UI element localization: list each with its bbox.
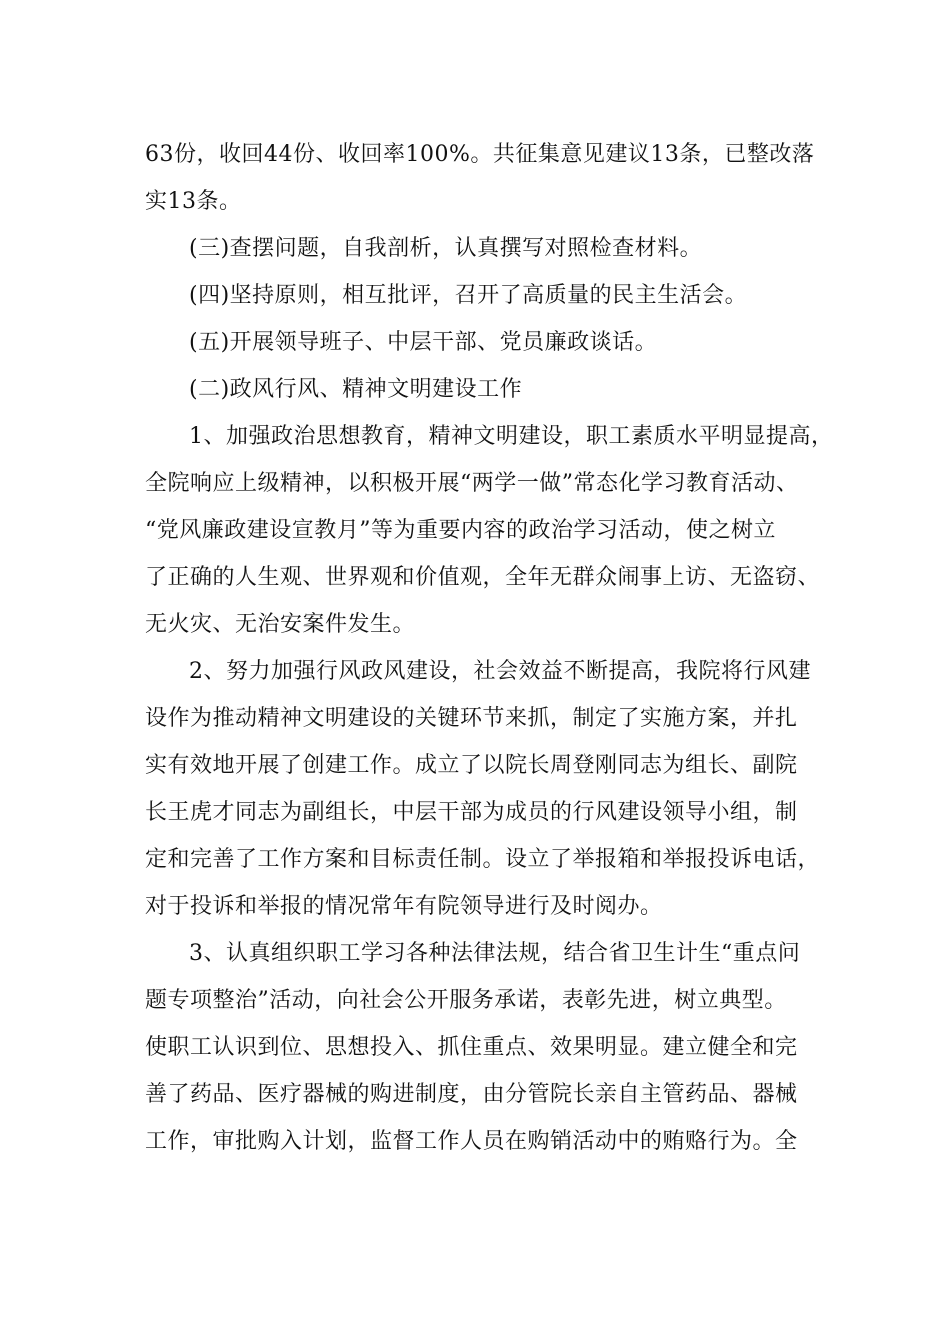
section-heading-line: (五)开展领导班子、中层干部、党员廉政谈话。 [189,330,658,355]
text-line: 题专项整治”活动，向社会公开服务承诺，表彰先进，树立典型。 [145,988,787,1013]
document-body [145,131,834,1165]
text-line: 善了药品、医疗器械的购进制度，由分管院长亲自主管药品、器械 [145,1082,798,1107]
paragraph-start-line: 3、认真组织职工学习各种法律法规，结合省卫生计生“重点问 [189,941,801,966]
text-line: 无火灾、无治安案件发生。 [145,612,416,637]
text-line: 工作，审批购入计划，监督工作人员在购销活动中的贿赂行为。全 [145,1129,798,1154]
text-line: “党风廉政建设宣教月”等为重要内容的政治学习活动，使之树立 [145,518,776,543]
text-line: 设作为推动精神文明建设的关键环节来抓，制定了实施方案，并扎 [145,706,798,731]
text-line: 定和完善了工作方案和目标责任制。设立了举报箱和举报投诉电话， [145,847,821,872]
text-line: 实有效地开展了创建工作。成立了以院长周登刚同志为组长、副院 [145,753,798,778]
paragraph-start-line: 2、努力加强行风政风建设，社会效益不断提高，我院将行风建 [189,659,811,684]
text-line: 实13条。 [145,189,242,214]
text-line: 使职工认识到位、思想投入、抓住重点、效果明显。建立健全和完 [145,1035,798,1060]
text-line: 63份，收回44份、收回率100%。共征集意见建议13条，已整改落 [145,142,815,167]
text-line: 全院响应上级精神，以积极开展“两学一做”常态化学习教育活动、 [145,471,799,496]
paragraph-start-line: 1、加强政治思想教育，精神文明建设，职工素质水平明显提高， [189,424,834,449]
text-line: 了正确的人生观、世界观和价值观，全年无群众闹事上访、无盗窃、 [145,565,821,590]
section-heading-line: (三)查摆问题，自我剖析，认真撰写对照检查材料。 [189,236,703,261]
section-heading-line: (二)政风行风、精神文明建设工作 [189,377,523,402]
section-heading-line: (四)坚持原则，相互批评，召开了高质量的民主生活会。 [189,283,748,308]
text-line: 对于投诉和举报的情况常年有院领导进行及时阅办。 [145,894,663,919]
text-line: 长王虎才同志为副组长，中层干部为成员的行风建设领导小组，制 [145,800,798,825]
